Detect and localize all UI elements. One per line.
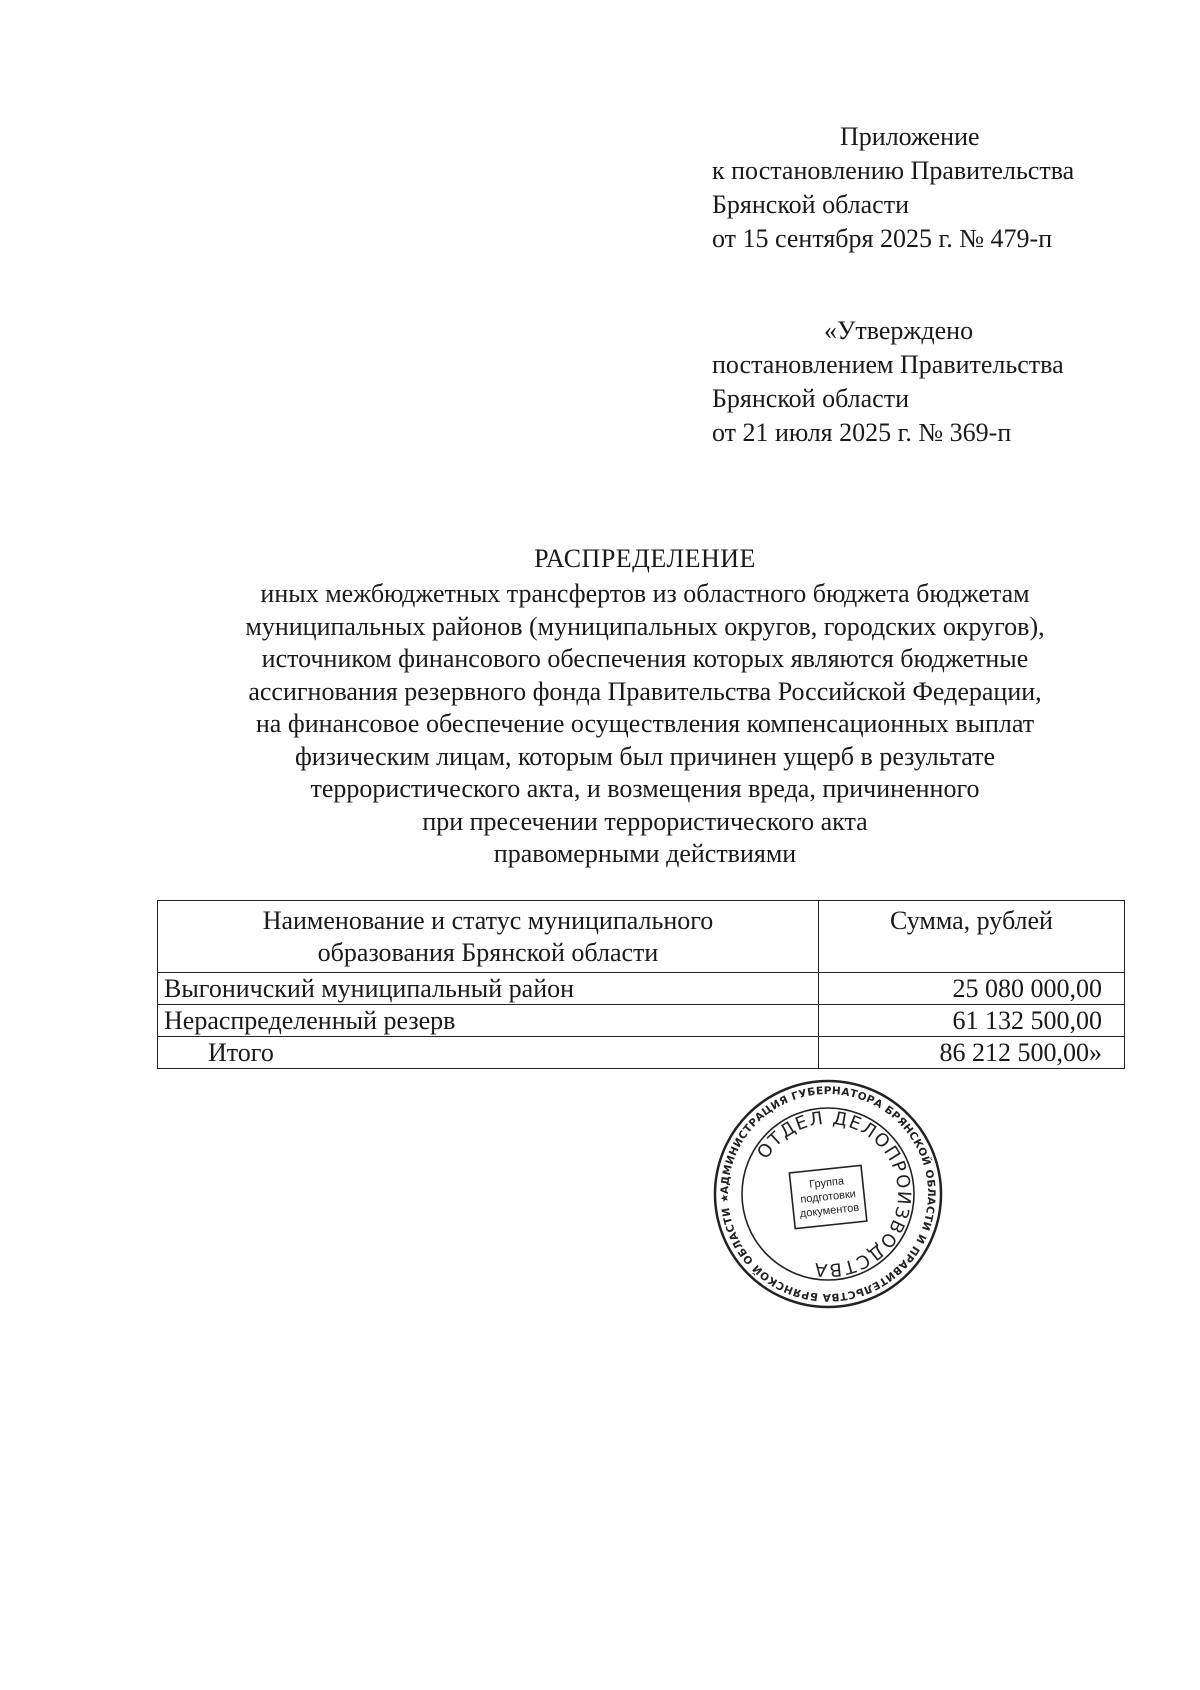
header-name-cell: [158, 901, 819, 973]
table-row: [158, 1005, 1125, 1037]
appendix-line-2: к постановлению Правительства: [712, 156, 1075, 185]
subtitle-line: при пресечении террористического акта: [422, 806, 868, 836]
stamp-outer-text-path: АДМИНИСТРАЦИЯ ГУБЕРНАТОРА БРЯНСКОЙ ОБЛАСТИ И ПРАВИТЕЛЬСТВА БРЯНСКОЙ ОБЛАСТИ ★: [718, 1084, 938, 1304]
approved-line-3: Брянской области: [712, 384, 909, 413]
table-row: [158, 973, 1125, 1005]
subtitle-line: иных межбюджетных трансфертов из областного бюджета бюджетам: [260, 579, 1030, 608]
row-sum-cell: 25 080 000,00: [819, 973, 1125, 1005]
subtitle-line: источником финансового обеспечения которых являются бюджетные: [261, 644, 1029, 673]
subtitle-line: правомерными действиями: [493, 839, 797, 868]
stamp-center-line-1: Группа: [808, 1175, 845, 1191]
row-name-cell: Выгоничский муниципальный район: [158, 973, 819, 1005]
approved-header: [712, 314, 1064, 450]
document-subtitle: [0, 578, 1200, 871]
appendix-header: [712, 120, 1074, 256]
subtitle-line: на финансовое обеспечение осуществления компенсационных выплат: [255, 709, 1035, 738]
stamp-center-line-2: подготовки: [799, 1188, 857, 1206]
official-stamp: [712, 1078, 944, 1310]
document-title: РАСПРЕДЕЛЕНИЕ: [534, 544, 756, 573]
header-sum-cell: Сумма, рублей: [819, 901, 1125, 973]
total-label-cell: Итого: [158, 1037, 819, 1069]
approved-line-1: «Утверждено: [824, 316, 974, 345]
table-header-row: [158, 901, 1125, 973]
row-name-cell: Нераспределенный резерв: [158, 1005, 819, 1037]
appendix-line-1: Приложение: [840, 122, 980, 151]
approved-line-2: постановлением Правительства: [712, 350, 1064, 379]
stamp-middle-text-path: ОТДЕЛ ДЕЛОПРОИЗВОДСТВА: [753, 1107, 915, 1281]
appendix-line-3: Брянской области: [712, 190, 909, 219]
distribution-table: [157, 900, 1125, 1069]
appendix-line-4: от 15 сентября 2025 г. № 479-п: [712, 224, 1053, 253]
total-sum-cell: 86 212 500,00»: [819, 1037, 1125, 1069]
stamp-center-line-3: документов: [799, 1201, 860, 1220]
subtitle-line: муниципальных районов (муниципальных округов, городских округов),: [245, 611, 1045, 641]
table-total-row: [158, 1037, 1125, 1069]
subtitle-line: физическим лицам, которым был причинен ущерб в результате: [294, 741, 996, 771]
row-sum-cell: 61 132 500,00: [819, 1005, 1125, 1037]
header-name-line-2: образования Брянской области: [317, 938, 659, 967]
subtitle-line: террористического акта, и возмещения вреда, причиненного: [310, 774, 980, 803]
subtitle-line: ассигнования резервного фонда Правительства Российской Федерации,: [248, 676, 1042, 706]
approved-line-4: от 21 июля 2025 г. № 369-п: [712, 418, 1012, 447]
header-name-line-1: Наименование и статус муниципального: [262, 906, 714, 935]
